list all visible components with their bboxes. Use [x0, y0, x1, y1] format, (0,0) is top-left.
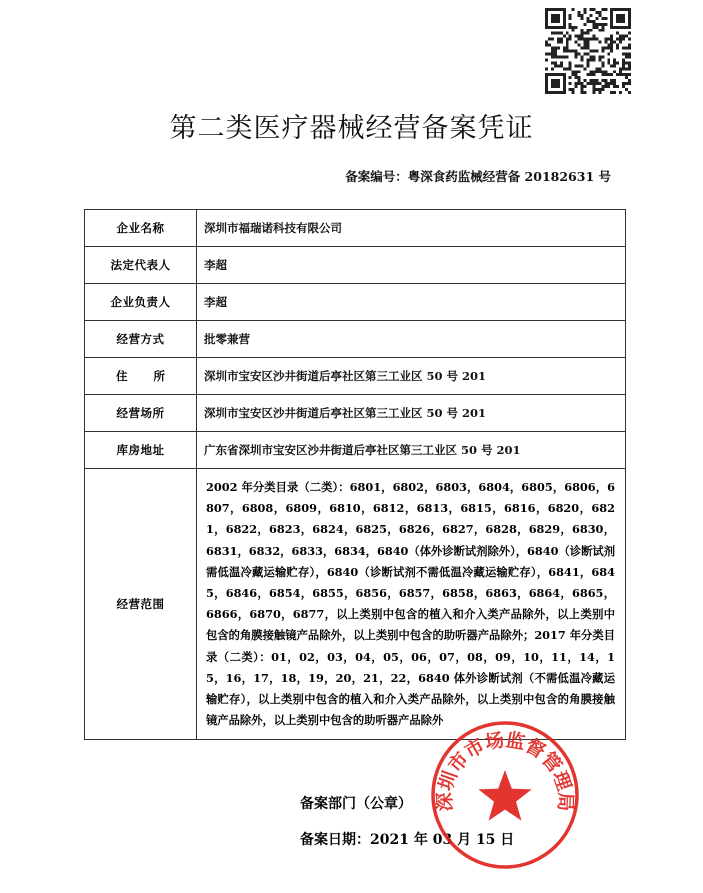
field-label: 经营场所 [85, 395, 197, 432]
seal-text: 深圳市市场监督管理局 [433, 729, 577, 812]
record-number: 备案编号：粤深食药监械经营备 20182631 号 [345, 169, 611, 184]
table-row [85, 210, 626, 247]
field-label: 经营范围 [85, 469, 197, 740]
table-row [85, 284, 626, 321]
residence-label: 住所 [116, 369, 191, 383]
info-table [84, 209, 626, 740]
table-row [85, 247, 626, 284]
seal-star-icon [478, 770, 531, 821]
table-row [85, 432, 626, 469]
filing-date: 备案日期：2021 年 03 月 15 日 [300, 832, 515, 848]
document-title: 第二类医疗器械经营备案凭证 [169, 113, 534, 144]
legal-rep-value: 李超 [197, 247, 626, 284]
filing-department: 备案部门（公章） [300, 796, 412, 812]
warehouse-address-value: 广东省深圳市宝安区沙井街道后亭社区第三工业区 50 号 201 [197, 432, 626, 469]
qr-code [545, 8, 631, 94]
table-row [85, 321, 626, 358]
table-row [85, 395, 626, 432]
field-label: 经营方式 [85, 321, 197, 358]
field-label [85, 358, 197, 395]
business-mode-value: 批零兼营 [197, 321, 626, 358]
company-name-value: 深圳市福瑞诺科技有限公司 [197, 210, 626, 247]
table-row [85, 358, 626, 395]
field-label: 法定代表人 [85, 247, 197, 284]
field-label: 企业名称 [85, 210, 197, 247]
residence-value: 深圳市宝安区沙井街道后亭社区第三工业区 50 号 201 [197, 358, 626, 395]
manager-value: 李超 [197, 284, 626, 321]
field-label: 企业负责人 [85, 284, 197, 321]
business-scope-value: 2002 年分类目录（二类）：6801，6802，6803，6804，6805，6806，6807，6808，6809，6810，6812，6813，6815，6816，6820，6821，6822，6823，6824，6825，6826，6827，6828，6829，6830，6831，6832，6833，6834，6840（体外诊断试剂除外），6840（诊断试剂需低温冷藏运输贮存），6840（诊断试剂不需低温冷藏运输贮存），6841，6845，6846，6854，6855，6856，6857，6858，6863，6864，6865，6866，6870，6877，以上类别中包含的植入和介入类产品除外，以上类别中包含的角膜接触镜产品除外，以上类别中包含的助听器产品除外；2017 年分类目录（二类）：01，02，03，04，05，06，07，08，09，10，11，14，15，16，17，18，19，20，21，22，6840 体外诊断试剂（不需低温冷藏运输贮存），以上类别中包含的植入和介入类产品除外，以上类别中包含的角膜接触镜产品除外，以上类别中包含的助听器产品除外 [197, 469, 626, 740]
field-label: 库房地址 [85, 432, 197, 469]
table-row [85, 469, 626, 740]
business-premises-value: 深圳市宝安区沙井街道后亭社区第三工业区 50 号 201 [197, 395, 626, 432]
official-seal [428, 718, 582, 872]
